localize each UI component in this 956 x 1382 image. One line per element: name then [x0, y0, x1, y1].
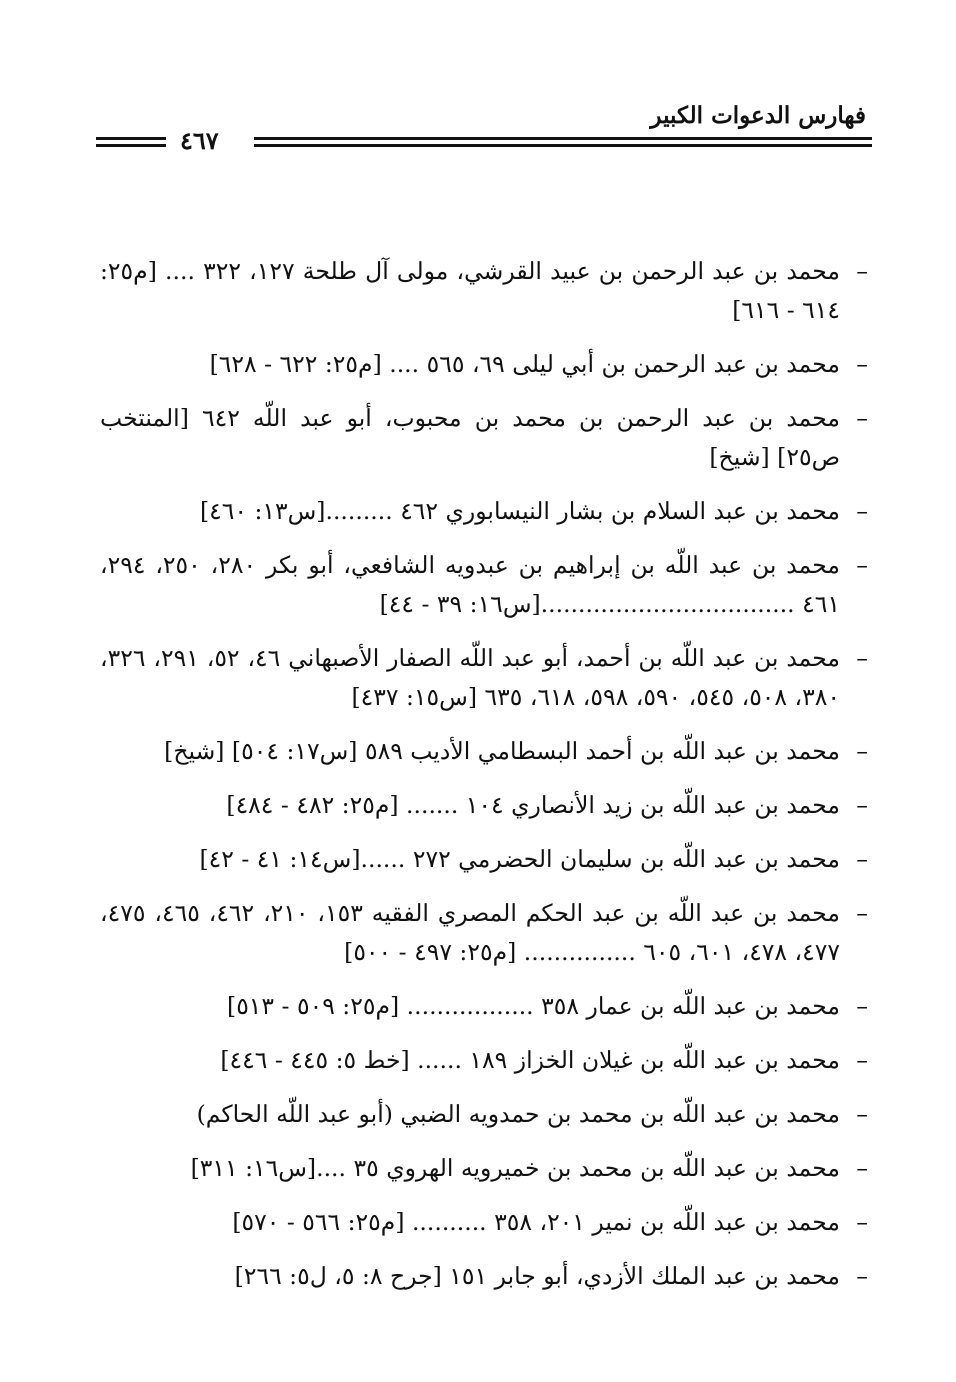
index-entry: [100, 840, 868, 879]
dash-bullet: –: [856, 1100, 868, 1128]
page-number: ٤٦٧: [180, 126, 219, 155]
entry-text: محمد بن عبد اللّه بن عمار ٣٥٨ ................. [م٢٥: ٥٠٩ - ٥١٣]: [227, 992, 840, 1020]
entry-text: محمد بن عبد اللّه بن عبد الحكم المصري الفقيه ١٥٣، ٢١٠، ٤٦٢، ٤٦٥، ٤٧٥، ٤٧٧، ٤٧٨، ٦٠١، ٦٠٥ ............... [م٢٥: ٤٩٧ - ٥٠٠]: [100, 899, 841, 966]
index-entry: [100, 732, 868, 771]
index-entry: [100, 1203, 868, 1242]
index-entry: [100, 894, 868, 972]
entry-text: محمد بن عبد الرحمن بن محمد بن محبوب، أبو عبد اللّه ٦٤٢ [المنتخب ص٢٥] [شيخ]: [100, 404, 841, 471]
page-header: [96, 100, 872, 160]
entry-text: محمد بن عبد الرحمن بن أبي ليلى ٦٩، ٥٦٥ .... [م٢٥: ٦٢٢ - ٦٢٨]: [209, 350, 840, 378]
dash-bullet: –: [856, 1154, 868, 1182]
index-entry: [100, 1149, 868, 1188]
header-rule-right: [254, 144, 872, 147]
entry-text: محمد بن عبد اللّه بن أحمد البسطامي الأديب ٥٨٩ [س١٧: ٥٠٤] [شيخ]: [164, 737, 840, 765]
index-entry: [100, 252, 868, 330]
entry-text: محمد بن عبد اللّه بن نمير ٢٠١، ٣٥٨ .......... [م٢٥: ٥٦٦ - ٥٧٠]: [232, 1208, 840, 1236]
index-entry: [100, 639, 868, 717]
entry-text: محمد بن عبد الرحمن بن عبيد القرشي، مولى آل طلحة ١٢٧، ٣٢٢ .... [م٢٥: ٦١٤ - ٦١٦]: [100, 257, 840, 324]
dash-bullet: –: [856, 1262, 868, 1290]
index-entry: [100, 1041, 868, 1080]
header-rule-left: [96, 137, 166, 140]
index-entries: [100, 252, 868, 1311]
dash-bullet: –: [856, 350, 868, 378]
dash-bullet: –: [856, 551, 868, 579]
dash-bullet: –: [856, 644, 868, 672]
header-rule-left: [96, 144, 166, 147]
index-entry: [100, 492, 868, 531]
dash-bullet: –: [856, 899, 868, 927]
entry-text: محمد بن عبد اللّه بن محمد بن خميرويه الهروي ٣٥ ....[س١٦: ٣١١]: [190, 1154, 840, 1182]
index-entry: [100, 987, 868, 1026]
dash-bullet: –: [856, 992, 868, 1020]
index-entry: [100, 546, 868, 624]
running-title: فهارس الدعوات الكبير: [650, 102, 866, 129]
index-entry: [100, 786, 868, 825]
index-entry: [100, 1257, 868, 1296]
entry-text: محمد بن عبد اللّه بن غيلان الخزاز ١٨٩ ...... [خط ٥: ٤٤٥ - ٤٤٦]: [220, 1046, 840, 1074]
dash-bullet: –: [856, 845, 868, 873]
index-entry: [100, 345, 868, 384]
index-entry: [100, 399, 868, 477]
dash-bullet: –: [856, 737, 868, 765]
dash-bullet: –: [856, 404, 868, 432]
entry-text: محمد بن عبد السلام بن بشار النيسابوري ٤٦٢ .........[س١٣: ٤٦٠]: [199, 497, 840, 525]
dash-bullet: –: [856, 257, 868, 285]
dash-bullet: –: [856, 497, 868, 525]
entry-text: محمد بن عبد اللّه بن أحمد، أبو عبد اللّه الصفار الأصبهاني ٤٦، ٥٢، ٢٩١، ٣٢٦، ٣٨٠، ٥٠٨، ٥٤٥، ٥٩٠، ٥٩٨، ٦١٨، ٦٣٥ [س١٥: ٤٣٧]: [100, 644, 840, 711]
index-entry: [100, 1095, 868, 1134]
dash-bullet: –: [856, 1046, 868, 1074]
dash-bullet: –: [856, 791, 868, 819]
header-rule-right: [254, 137, 872, 140]
dash-bullet: –: [856, 1208, 868, 1236]
entry-text: محمد بن عبد اللّه بن محمد بن حمدويه الضبي (أبو عبد اللّه الحاكم): [196, 1100, 840, 1128]
entry-text: محمد بن عبد اللّه بن سليمان الحضرمي ٢٧٢ ......[س١٤: ٤١ - ٤٢]: [199, 845, 840, 873]
entry-text: محمد بن عبد اللّه بن إبراهيم بن عبدويه الشافعي، أبو بكر ٢٨٠، ٢٥٠، ٢٩٤، ٤٦١ ..................................[س١٦: ٣٩ - ٤٤]: [100, 551, 840, 618]
entry-text: محمد بن عبد اللّه بن زيد الأنصاري ١٠٤ ....... [م٢٥: ٤٨٢ - ٤٨٤]: [226, 791, 840, 819]
entry-text: محمد بن عبد الملك الأزدي، أبو جابر ١٥١ [جرح ٨: ٥، ل٥: ٢٦٦]: [234, 1262, 840, 1290]
